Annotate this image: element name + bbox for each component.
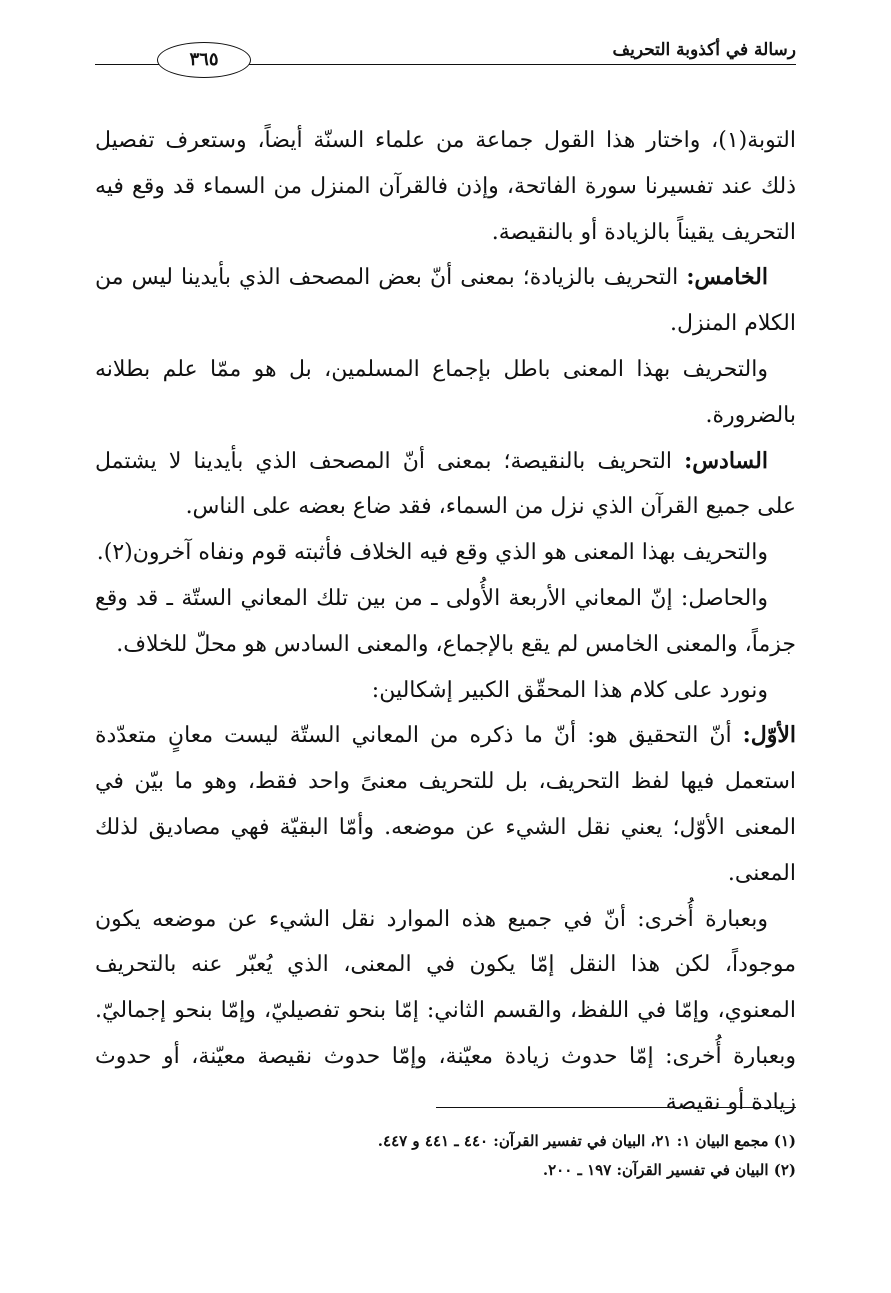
footnote-separator bbox=[436, 1107, 796, 1108]
page-number: ٣٦٥ bbox=[157, 42, 251, 78]
paragraph-label: الأوّل: bbox=[742, 722, 796, 749]
body-text bbox=[95, 118, 796, 1126]
paragraph: السادس: التحريف بالنقيصة؛ بمعنى أنّ المصحف الذي بأيدينا لا يشتمل على جميع القرآن الذي نزل من السماء، فقد ضاع بعضه على الناس. bbox=[95, 447, 796, 520]
paragraph: ونورد على كلام هذا المحقّق الكبير إشكالين: bbox=[371, 677, 768, 703]
paragraph: والحاصل: إنّ المعاني الأربعة الأُولى ـ من بين تلك المعاني الستّة ـ قد وقع جزماً، والمعنى الخامس لم يقع بالإجماع، والمعنى السادس هو محلّ للخلاف. bbox=[95, 585, 796, 657]
footnote: (٢) البيان في تفسير القرآن: ١٩٧ ـ ٢٠٠. bbox=[542, 1161, 796, 1179]
footnote: (١) مجمع البيان ١: ٢١، البيان في تفسير القرآن: ٤٤٠ ـ ٤٤١ و ٤٤٧. bbox=[377, 1132, 796, 1150]
paragraph-label: الخامس: bbox=[686, 264, 768, 291]
paragraph: والتحريف بهذا المعنى هو الذي وقع فيه الخلاف فأثبته قوم ونفاه آخرون(٢). bbox=[96, 540, 768, 566]
running-title: رسالة في أكذوبة التحريف bbox=[605, 40, 797, 60]
paragraph-label: السادس: bbox=[684, 447, 768, 474]
paragraph: الخامس: التحريف بالزيادة؛ بمعنى أنّ بعض المصحف الذي بأيدينا ليس من الكلام المنزل. bbox=[95, 264, 796, 337]
paragraph: والتحريف بهذا المعنى باطل بإجماع المسلمين، بل هو ممّا علم بطلانه بالضرورة. bbox=[95, 356, 796, 428]
paragraph: التوبة(١)، واختار هذا القول جماعة من علماء السنّة أيضاً، وستعرف تفصيل ذلك عند تفسيرنا سورة الفاتحة، وإذن فالقرآن المنزل من السماء قد وقع فيه التحريف يقيناً بالزيادة أو بالنقيصة. bbox=[95, 128, 796, 245]
footnotes bbox=[95, 1127, 796, 1185]
paragraph: وبعبارة أُخرى: أنّ في جميع هذه الموارد نقل الشيء عن موضعه يكون موجوداً، لكن هذا النقل إمّا يكون في المعنى، الذي يُعبّر عنه بالتحريف المعنوي، وإمّا في اللفظ، والقسم الثاني: إمّا بنحو تفصيليّ، وإمّا بنحو إجماليّ. وبعبارة أُخرى: إمّا حدوث زيادة معيّنة، وإمّا حدوث نقيصة معيّنة، أو حدوث زيادة أو نقيصة bbox=[95, 906, 796, 1115]
paragraph: الأوّل: أنّ التحقيق هو: أنّ ما ذكره من المعاني الستّة ليست معانٍ متعدّدة استعمل فيها لفظ التحريف، بل للتحريف معنىً واحد فقط، وهو ما بيّن في المعنى الأوّل؛ يعني نقل الشيء عن موضعه. وأمّا البقيّة فهي مصاديق لذلك المعنى. bbox=[95, 722, 796, 886]
page-header bbox=[95, 38, 796, 78]
